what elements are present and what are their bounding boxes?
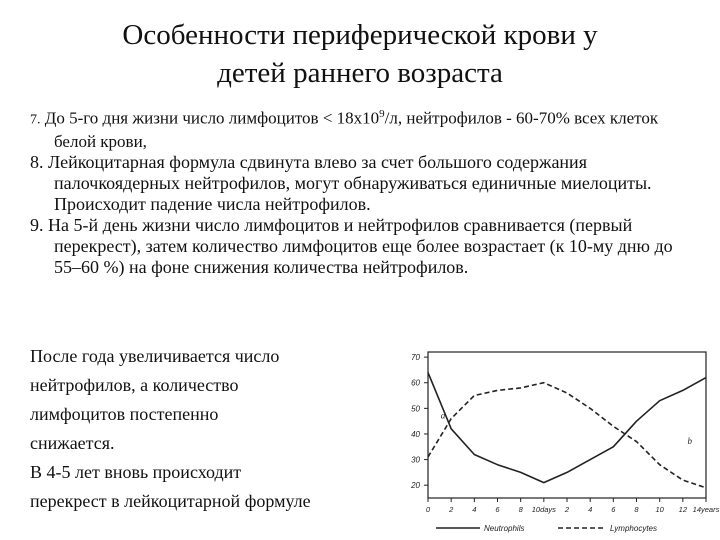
- y-tick-label: 60: [411, 378, 420, 388]
- y-tick-label: 50: [411, 404, 420, 414]
- item-text: До 5-го дня жизни число лимфоцитов < 18х10: [40, 108, 380, 128]
- x-tick-label: 6: [611, 505, 616, 514]
- item-text-continued: /л, нейтрофилов - 60-70% всех клеток белой крови,: [54, 108, 659, 151]
- item-number: 7.: [30, 112, 41, 128]
- paragraph-line: перекрест в лейкоцитарной формуле: [30, 491, 311, 511]
- paragraph-line: снижается.: [30, 433, 115, 453]
- plot-frame: [428, 352, 706, 498]
- x-tick-label: 4: [588, 505, 593, 514]
- x-tick-label: 8: [518, 505, 523, 514]
- x-tick-label: 12: [678, 505, 688, 514]
- item-number: 9.: [30, 214, 44, 235]
- list-item-8: [30, 152, 700, 215]
- x-tick-label: 10days: [531, 505, 556, 514]
- y-tick-label: 70: [411, 353, 420, 363]
- x-tick-label: 10: [655, 505, 664, 514]
- x-tick-label: 2: [564, 505, 570, 514]
- y-tick-label: 30: [411, 455, 420, 465]
- x-tick-label: 6: [495, 505, 500, 514]
- x-tick-label: 8: [634, 505, 639, 514]
- slide-title: [40, 16, 680, 92]
- item-number: 8.: [30, 151, 44, 172]
- item-text: Лейкоцитарная формула сдвинута влево за счет большого содержания палочкоядерных нейтрофилов, могут обнаруживаться единичные миелоциты. Происходит падение числа нейтрофилов.: [43, 151, 652, 214]
- x-tick-label: 0: [425, 505, 431, 514]
- series-label-a: a: [440, 410, 446, 421]
- paragraph-line: лимфоцитов постепенно: [30, 404, 219, 424]
- legend-lymphocytes-label: Lymphocytes: [610, 524, 657, 533]
- list-item-9: [30, 215, 700, 278]
- paragraph-line: нейтрофилов, а количество: [30, 375, 239, 395]
- paragraph-line: После года увеличивается число: [30, 346, 280, 366]
- legend-neutrophils-label: Neutrophils: [484, 524, 525, 533]
- title-line-1: Особенности периферической крови у: [122, 19, 598, 51]
- x-tick-label: 14years: [692, 505, 720, 514]
- x-tick-label: 4: [472, 505, 477, 514]
- item-text: На 5-й день жизни число лимфоцитов и нейтрофилов сравнивается (первый перекрест), затем количество лимфоцитов еще более возрастает (к 10-му дню до 55–60 %) на фоне снижения количества нейтрофилов.: [43, 214, 673, 277]
- x-tick-label: 2: [449, 505, 454, 514]
- y-tick-label: 40: [411, 429, 420, 439]
- neutrophils-line: [428, 373, 706, 483]
- series-label-b: b: [687, 436, 692, 447]
- list-item-7: [30, 104, 700, 152]
- slide-body: [30, 104, 700, 278]
- y-tick-label: 20: [411, 481, 420, 491]
- superscript: 9: [379, 108, 385, 120]
- paragraph-line: В 4-5 лет вновь происходит: [30, 462, 242, 482]
- title-line-2: детей раннего возраста: [217, 57, 503, 89]
- leukocyte-chart: [388, 340, 720, 535]
